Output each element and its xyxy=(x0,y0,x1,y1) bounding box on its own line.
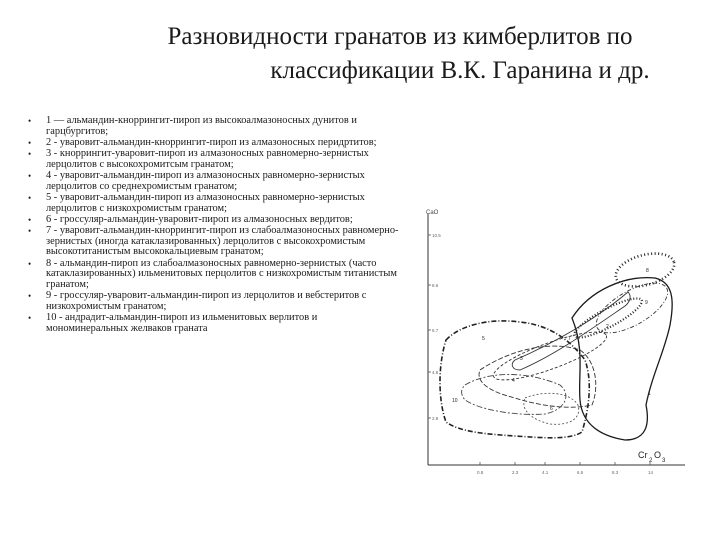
x-axis-label xyxy=(638,450,666,464)
garnet-variety-list xyxy=(28,116,400,335)
svg-text:3: 3 xyxy=(662,458,666,464)
y-tick-label: 2.9 xyxy=(432,416,439,421)
list-item xyxy=(28,226,400,258)
svg-text:2: 2 xyxy=(649,458,653,464)
y-tick-label: 8.6 xyxy=(432,283,439,288)
svg-text:O: O xyxy=(654,450,662,460)
field-label: 8 xyxy=(646,268,649,274)
list-item-text: 4 - уваровит-альмандин-пироп из алмазоносных равномерно-зернистых лерцолитов со среднехромистым гранатом; xyxy=(46,170,365,192)
field-label: 1 xyxy=(648,391,651,397)
field-labels xyxy=(452,268,651,412)
list-item xyxy=(28,215,400,226)
list-item xyxy=(28,171,400,192)
svg-text:Cr: Cr xyxy=(638,450,648,460)
y-tick-label: 4.8 xyxy=(432,370,439,375)
list-item xyxy=(28,291,400,312)
list-item-text: 7 - уваровит-альмандин-кноррингит-пироп из слабоалмазоносных равномерно-зернистых (иногда катаклазированных) лерцолитов с высокохромистым высокотитанистым высококальциевым гранатом; xyxy=(46,225,399,258)
list-item-text: 8 - альмандин-пироп из слабоалмазоносных равномерно-зернистых (часто катаклазированных) ильменитовых перцолитов с низкохромистым титанистым гранатом; xyxy=(46,257,397,290)
field-7-outline xyxy=(512,292,630,370)
list-item xyxy=(28,313,400,334)
x-tick-label: 8.3 xyxy=(612,470,619,475)
list-item-text: 2 - уваровит-альмандин-кноррингит-пироп из алмазоносных перидртитов; xyxy=(46,136,377,148)
bullet-icon: • xyxy=(28,226,32,237)
list-item xyxy=(28,116,400,137)
list-item-text: 5 - уваровит-альмандин-пироп из алмазоносных равномерно-зернистых лерцолитов с низкохромистым гранатом; xyxy=(46,192,365,214)
x-tick-label: 0.8 xyxy=(477,470,484,475)
y-tick-label: 10.5 xyxy=(432,233,441,238)
x-tick-label: 4.1 xyxy=(542,470,549,475)
field-label: 7 xyxy=(568,336,571,342)
bullet-icon: • xyxy=(28,149,32,160)
field-label: 2 xyxy=(606,324,609,330)
list-item xyxy=(28,193,400,214)
field-4-outline xyxy=(479,346,596,407)
bullet-icon: • xyxy=(28,137,32,148)
y-tick-label: 6.7 xyxy=(432,328,439,333)
field-label: 4 xyxy=(512,378,515,384)
y-axis-label: CaO xyxy=(426,210,439,216)
list-item xyxy=(28,259,400,291)
cao-cr2o3-diagram xyxy=(420,200,695,482)
field-label: 5 xyxy=(482,336,485,342)
bullet-icon: • xyxy=(28,313,32,324)
bullet-icon: • xyxy=(28,258,32,269)
title-line-1: Разновидности гранатов из кимберлитов по xyxy=(167,23,633,50)
field-label: 3 xyxy=(520,356,523,362)
field-label: 10 xyxy=(452,398,458,404)
list-item-text: 3 - кноррингит-уваровит-пироп из алмазоносных равномерно-зернистых лерцолитов с высокохромитсым гранатом; xyxy=(46,148,369,170)
slide-title xyxy=(100,20,700,88)
x-tick-label: 14 xyxy=(648,470,654,475)
list-item-text: 10 - андрадит-альмандин-пироп из ильменитовых верлитов и мономинеральных желваков граната xyxy=(46,312,318,334)
field-label: 6 xyxy=(550,406,553,412)
list-item-text: 9 - гроссуляр-уваровит-альмандин-пироп из лерцолитов и вебстеритов с низкохромистым гранатом; xyxy=(46,290,367,312)
bullet-icon: • xyxy=(28,214,32,225)
field-label: 9 xyxy=(645,300,648,306)
bullet-icon: • xyxy=(28,193,32,204)
x-tick-label: 2.3 xyxy=(512,470,519,475)
bullet-icon: • xyxy=(28,291,32,302)
bullet-icon: • xyxy=(28,171,32,182)
list-item xyxy=(28,138,400,149)
list-item-text: 1 — альмандин-кноррингит-пироп из высокоалмазоносных дунитов и гарцбургитов; xyxy=(46,115,357,137)
title-line-2: классификации В.К. Гаранина и др. xyxy=(270,57,650,84)
bullet-icon: • xyxy=(28,116,32,126)
list-item xyxy=(28,149,400,170)
list-item-text: 6 - гроссуляр-альмандин-уваровит-пироп из алмазоносных вердитов; xyxy=(46,213,353,225)
x-tick-label: 6.5 xyxy=(577,470,584,475)
